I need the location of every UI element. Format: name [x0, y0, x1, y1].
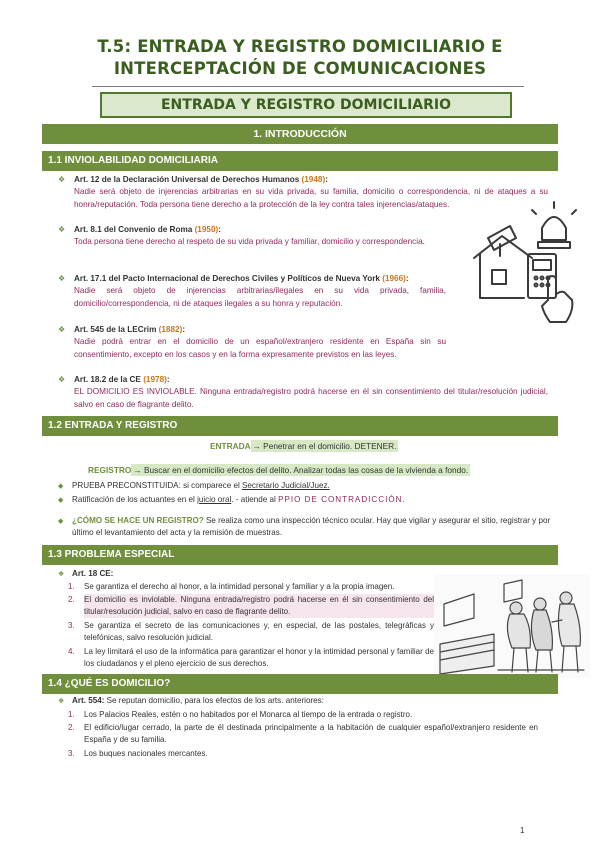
diamond-bullet-icon: ❖ [58, 325, 66, 334]
art-554-text: Art. 554: Se reputan domicilio, para los efectos de los arts. anteriores: [72, 696, 324, 705]
diamond-bullet-icon: ❖ [58, 274, 66, 283]
list-item: 3. Se garantiza el secreto de las comunicaciones y, en especial, de las postales, telegráficas y telefónicas, salvo resolución judicial. [68, 621, 434, 643]
list-item: 1. Se garantiza el derecho al honor, a la intimidad personal y familiar y a la propia imagen. [68, 582, 395, 591]
entrada-definition: ENTRADA → Penetrar en el domicilio. DETENER. [210, 441, 397, 451]
bullet-icon: ◆ [58, 518, 64, 525]
list-item: 2. El domicilio es inviolable. Ninguna entrada/registro podrá hacerse en él sin consentimiento del titular/resolución judicial, salvo en caso de flagrante delito. [68, 594, 434, 618]
document-title: T.5: ENTRADA Y REGISTRO DOMICILIARIO E INTERCEPTACIÓN DE COMUNICACIONES [97, 37, 503, 78]
list-item: 3. Los buques nacionales mercantes. [68, 749, 208, 758]
diamond-bullet-icon: ❖ [58, 571, 65, 578]
subtitle-box: ENTRADA Y REGISTRO DOMICILIARIO [100, 92, 512, 118]
list-item: ❖ Art. 17.1 del Pacto Internacional de Derechos Civiles y Políticos de Nueva York (1966): Nadie será objeto de injerencias arbitrarias/ilegales en su vida privada, familia, domicilio/correspondencia, ni de ataques ilegales a su honra y reputación. [58, 274, 446, 308]
bullet-icon: ◆ [58, 497, 64, 504]
diamond-bullet-icon: ❖ [58, 375, 66, 384]
list-item: ❖ Art. 18.2 de la CE (1978): EL DOMICILIO ES INVIOLABLE. Ninguna entrada/registro podrá hacerse en él sin consentimiento del titular/resolución judicial, salvo en caso de flagrante delito. [58, 375, 548, 409]
home-security-illustration-icon [462, 200, 580, 328]
page-number: 1 [520, 826, 525, 835]
art-18-ce-label: Art. 18 CE: [72, 569, 114, 578]
diamond-bullet-icon: ❖ [58, 175, 66, 184]
section-1-1-heading: 1.1 INVIOLABILIDAD DOMICILIARIA [42, 151, 558, 171]
list-item: 2. El edificio/lugar cerrado, la parte de él destinada principalmente a la habitación de cualquier español/extranjero residente en España y de su familia. [68, 723, 538, 745]
list-item: 1. Los Palacios Reales, estén o no habitados por el Monarca al tiempo de la entrada o registro. [68, 710, 413, 719]
registro-definition: REGISTRO → Buscar en el domicilio efectos del delito. Analizar todas las cosas de la vivienda a fondo. [88, 465, 469, 475]
section-1-3-heading: 1.3 PROBLEMA ESPECIAL [42, 545, 558, 565]
title-divider [92, 86, 524, 87]
prueba-preconstituida-text: PRUEBA PRECONSTITUIDA: si comparece el Secretario Judicial/Juez. [72, 481, 330, 490]
section-1-2-heading: 1.2 ENTRADA Y REGISTRO [42, 416, 558, 436]
bullet-icon: ◆ [58, 483, 64, 490]
como-registro-text: ¿CÓMO SE HACE UN REGISTRO? Se realiza como una inspección técnico ocular. Hay que vigilar y asegurar el sitio, registrar y por último el levantamiento del acta y la remisión de muestras. [72, 516, 551, 537]
list-item: ❖ Art. 8.1 del Convenio de Roma (1950): Toda persona tiene derecho al respeto de su vida privada y familiar, domicilio y correspondencia. [58, 225, 425, 247]
diamond-bullet-icon: ❖ [58, 698, 65, 705]
detectives-search-illustration-icon [434, 574, 590, 678]
ratificacion-text: Ratificación de los actuantes en el juicio oral. - atiende al PPIO DE CONTRADICCIÓN. [72, 495, 406, 504]
diamond-bullet-icon: ❖ [58, 225, 66, 234]
list-item: ❖ Art. 545 de la LECrim (1882): Nadie podrá entrar en el domicilio de un español/extranjero residente en España sin su consentimiento, excepto en los casos y en la forma expresamente previstos en las leyes. [58, 325, 446, 359]
list-item: 4. La ley limitará el uso de la informática para garantizar el honor y la intimidad personal y familiar de los ciudadanos y el pleno ejercicio de sus derechos. [68, 647, 434, 669]
section-1-4-heading: 1.4 ¿QUÉ ES DOMICILIO? [42, 674, 558, 694]
section-introduccion: 1. INTRODUCCIÓN [42, 124, 558, 144]
list-item: ❖ Art. 12 de la Declaración Universal de Derechos Humanos (1948): Nadie será objeto de injerencias arbitrarias en su vida privada, su familia, domicilio o correspondencia, ni de ataques a su honra/reputación. Toda persona tiene derecho a la protección de la ley contra tales injerencias/ataques. [58, 175, 548, 209]
